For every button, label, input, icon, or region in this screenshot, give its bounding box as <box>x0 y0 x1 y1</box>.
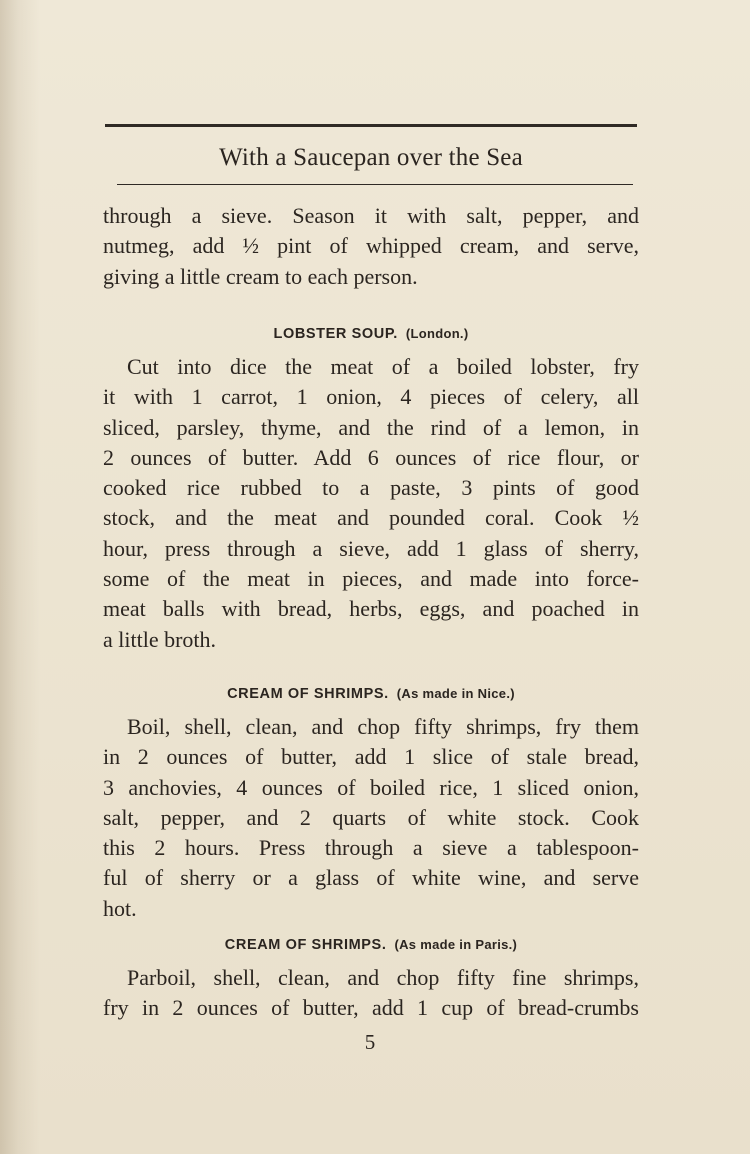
text-line: a little broth. <box>103 626 217 652</box>
recipe-heading-cream-of-shrimps-nice <box>103 684 639 704</box>
text-line: in 2 ounces of butter, add 1 slice of stale bread, <box>103 744 639 770</box>
text-line: hour, press through a sieve, add 1 glass of sherry, <box>103 535 639 561</box>
text-line: Parboil, shell, clean, and chop fifty fine shrimps, <box>127 965 639 990</box>
text-line: Cut into dice the meat of a boiled lobster, fry <box>127 354 639 379</box>
header-rule-bottom <box>117 184 633 185</box>
recipe-origin: (As made in Paris.) <box>394 937 518 952</box>
text-line: through a sieve. Season it with salt, pepper, and <box>103 203 639 228</box>
text-line: this 2 hours. Press through a sieve a tablespoon- <box>103 835 639 861</box>
text-line: hot. <box>103 895 137 921</box>
text-line: Boil, shell, clean, and chop fifty shrimps, fry them <box>127 714 639 739</box>
text-line: salt, pepper, and 2 quarts of white stock. Cook <box>103 804 639 830</box>
recipe-body-lobster-soup <box>103 352 639 655</box>
text-line: fry in 2 ounces of butter, add 1 cup of bread-crumbs <box>103 995 639 1021</box>
recipe-origin: (As made in Nice.) <box>396 686 515 701</box>
text-line: giving a little cream to each person. <box>103 263 418 289</box>
header-rule-top <box>105 124 637 127</box>
page-number: 5 <box>364 1030 376 1054</box>
text-line: some of the meat in pieces, and made into force- <box>103 566 639 592</box>
intro-paragraph <box>103 201 639 292</box>
text-line: 2 ounces of butter. Add 6 ounces of rice flour, or <box>103 444 639 470</box>
recipe-body-cream-of-shrimps-paris <box>103 963 639 1024</box>
text-line: it with 1 carrot, 1 onion, 4 pieces of celery, all <box>103 384 639 410</box>
recipe-origin: (London.) <box>405 326 469 341</box>
recipe-title: CREAM OF SHRIMPS. <box>224 937 387 953</box>
text-line: 3 anchovies, 4 ounces of boiled rice, 1 sliced onion, <box>103 774 639 800</box>
recipe-heading-lobster-soup <box>103 324 639 344</box>
recipe-title: CREAM OF SHRIMPS. <box>227 686 389 702</box>
text-line: sliced, parsley, thyme, and the rind of a lemon, in <box>103 414 639 440</box>
text-line: cooked rice rubbed to a paste, 3 pints of good <box>103 475 639 501</box>
text-line: stock, and the meat and pounded coral. Cook ½ <box>103 505 639 531</box>
text-line: nutmeg, add ½ pint of whipped cream, and serve, <box>103 233 639 259</box>
text-line: ful of sherry or a glass of white wine, and serve <box>103 865 639 891</box>
text-line: meat balls with bread, herbs, eggs, and poached in <box>103 596 639 622</box>
recipe-body-cream-of-shrimps-nice <box>103 712 639 924</box>
recipe-title: LOBSTER SOUP. <box>273 326 398 342</box>
recipe-heading-cream-of-shrimps-paris <box>103 935 639 955</box>
running-head: With a Saucepan over the Sea <box>219 144 523 171</box>
